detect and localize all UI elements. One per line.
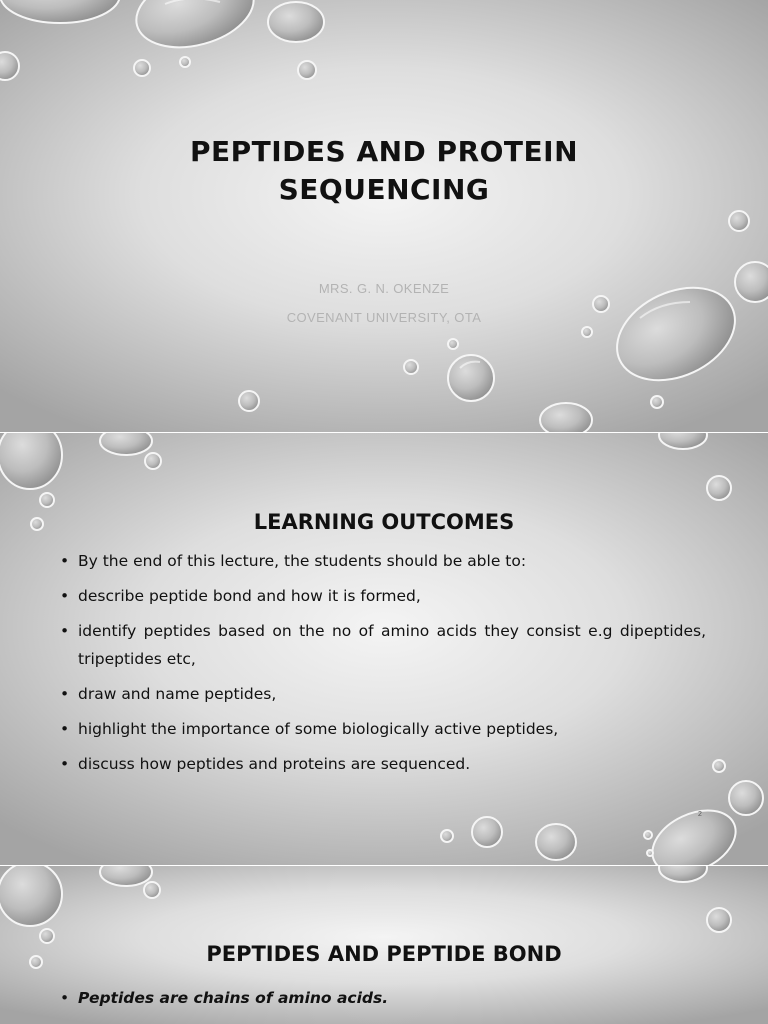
presentation-title: PEPTIDES AND PROTEIN SEQUENCING: [189, 135, 579, 206]
list-item-text: identify peptides based on the no of amino acids they consist e.g dipeptides, tripeptides etc,: [78, 622, 706, 668]
bullet-glyph: •: [60, 587, 70, 605]
author-name: MRS. G. N. OKENZE: [318, 281, 450, 296]
list-item: [60, 715, 706, 743]
list-item: [60, 984, 706, 1012]
bullet-glyph: •: [60, 622, 70, 640]
water-drops-decoration: [0, 0, 768, 432]
bullet-glyph: •: [60, 755, 70, 773]
list-item: [60, 680, 706, 708]
list-item-text: By the end of this lecture, the students should be able to:: [78, 552, 527, 570]
slide-heading: LEARNING OUTCOMES: [253, 510, 515, 534]
bullet-glyph: •: [60, 720, 70, 738]
list-item: [60, 547, 706, 575]
list-item-text: describe peptide bond and how it is formed,: [78, 587, 421, 605]
slide-learning-outcomes: [0, 433, 768, 865]
definition-list: [60, 984, 706, 1019]
bullet-glyph: •: [60, 989, 70, 1007]
institution-name: COVENANT UNIVERSITY, OTA: [286, 310, 482, 325]
list-item-text: highlight the importance of some biologically active peptides,: [78, 720, 559, 738]
slide-number: 2: [698, 811, 702, 818]
list-item: [60, 617, 706, 673]
slide-heading: PEPTIDES AND PEPTIDE BOND: [206, 942, 562, 966]
list-item: [60, 750, 706, 778]
outcome-list: [60, 547, 706, 785]
slide-title: [0, 0, 768, 432]
bullet-glyph: •: [60, 552, 70, 570]
list-item-text: Peptides are chains of amino acids.: [78, 989, 389, 1007]
list-item-text: discuss how peptides and proteins are sequenced.: [78, 755, 471, 773]
list-item-text: draw and name peptides,: [78, 685, 277, 703]
bullet-glyph: •: [60, 685, 70, 703]
list-item: [60, 582, 706, 610]
slide-peptide-bond: [0, 866, 768, 1024]
